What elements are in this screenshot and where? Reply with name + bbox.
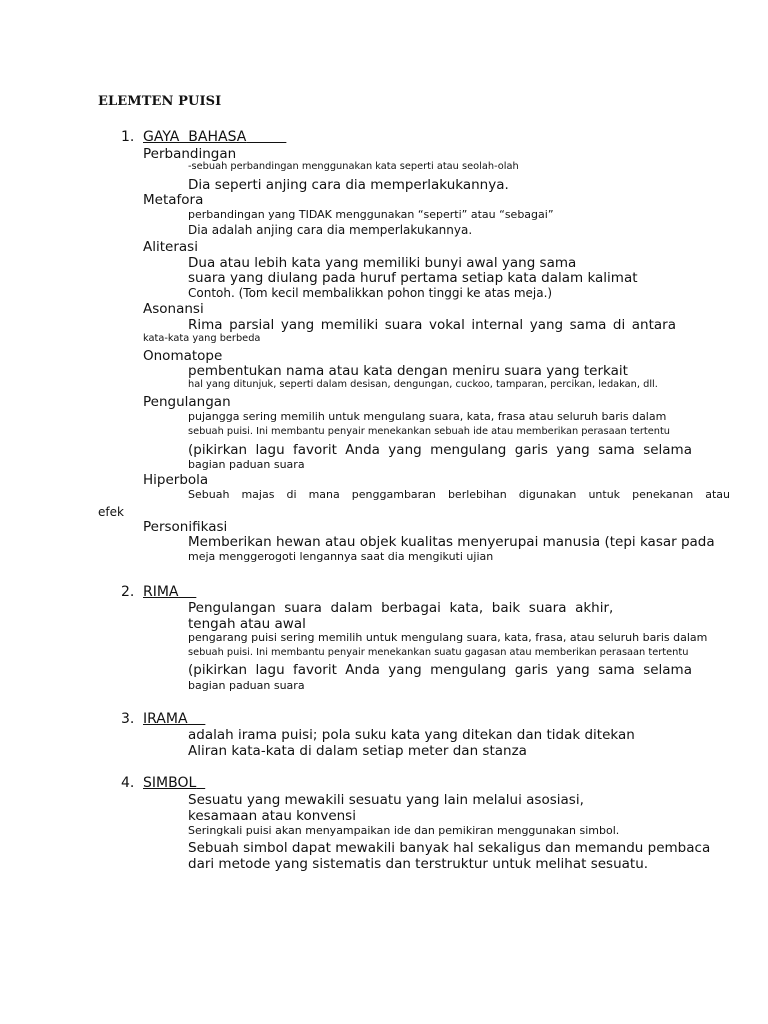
section-title: IRAMA <box>143 711 188 727</box>
section-heading-simbol <box>121 775 205 791</box>
definition-line: (pikirkan lagu favorit Anda yang mengulang garis yang sama selama <box>188 662 692 678</box>
section-number: 4. <box>121 775 135 791</box>
section-heading-irama <box>121 711 205 727</box>
definition-line: efek <box>98 505 124 519</box>
definition-line: Pengulangan suara dalam berbagai kata, baik suara akhir, <box>188 600 614 616</box>
definition-line: Memberikan hewan atau objek kualitas menyerupai manusia (tepi kasar pada <box>188 534 715 550</box>
example-line: Contoh. (Tom kecil membalikkan pohon tinggi ke atas meja.) <box>188 286 553 300</box>
section-number: 2. <box>121 584 135 600</box>
term-perbandingan: Perbandingan <box>143 146 237 162</box>
section-number: 3. <box>121 711 135 727</box>
term-asonansi: Asonansi <box>143 301 204 317</box>
definition-line: bagian paduan suara <box>188 679 305 692</box>
term-onomatope: Onomatope <box>143 348 223 364</box>
definition-line: sebuah puisi. Ini membantu penyair menekankan suatu gagasan atau memberikan perasaan tertentu <box>188 647 689 658</box>
example-line: Dia adalah anjing cara dia memperlakukannya. <box>188 223 473 237</box>
definition-line: -sebuah perbandingan menggunakan kata seperti atau seolah-olah <box>188 161 519 172</box>
definition-line: Rima parsial yang memiliki suara vokal internal yang sama di antara <box>188 317 676 333</box>
term-hiperbola: Hiperbola <box>143 472 209 488</box>
term-personifikasi: Personifikasi <box>143 519 228 535</box>
definition-line: Aliran kata-kata di dalam setiap meter dan stanza <box>188 743 527 759</box>
definition-line: Sebuah simbol dapat mewakili banyak hal sekaligus dan memandu pembaca <box>188 840 711 856</box>
definition-line: pembentukan nama atau kata dengan meniru suara yang terkait <box>188 363 628 379</box>
section-title: SIMBOL <box>143 775 197 791</box>
definition-line: kesamaan atau konvensi <box>188 808 356 824</box>
definition-line: pengarang puisi sering memilih untuk mengulang suara, kata, frasa, atau seluruh baris dalam <box>188 631 708 644</box>
definition-line: (pikirkan lagu favorit Anda yang mengulang garis yang sama selama <box>188 442 692 458</box>
definition-line: suara yang diulang pada huruf pertama setiap kata dalam kalimat <box>188 270 638 286</box>
section-number: 1. <box>121 129 135 145</box>
example-line: Dia seperti anjing cara dia memperlakukannya. <box>188 177 509 193</box>
term-pengulangan: Pengulangan <box>143 394 231 410</box>
definition-line: meja menggerogoti lengannya saat dia mengikuti ujian <box>188 550 494 563</box>
term-metafora: Metafora <box>143 192 204 208</box>
definition-line: Seringkali puisi akan menyampaikan ide dan pemikiran menggunakan simbol. <box>188 824 620 837</box>
definition-line: dari metode yang sistematis dan terstruktur untuk melihat sesuatu. <box>188 856 649 872</box>
section-title: RIMA <box>143 584 179 600</box>
definition-line: hal yang ditunjuk, seperti dalam desisan, dengungan, cuckoo, tamparan, percikan, ledakan, dll. <box>188 379 658 390</box>
definition-line: perbandingan yang TIDAK menggunakan “seperti” atau “sebagai” <box>188 208 554 221</box>
definition-line: Sebuah majas di mana penggambaran berlebihan digunakan untuk penekanan atau <box>188 488 730 501</box>
section-heading-rima <box>121 584 196 600</box>
definition-line: sebuah puisi. Ini membantu penyair menekankan sebuah ide atau memberikan perasaan tertentu <box>188 426 671 437</box>
definition-line: tengah atau awal <box>188 616 306 632</box>
term-aliterasi: Aliterasi <box>143 239 198 255</box>
definition-line: bagian paduan suara <box>188 458 305 471</box>
document-title: ELEMTEN PUISI <box>98 94 222 109</box>
definition-line: Sesuatu yang mewakili sesuatu yang lain melalui asosiasi, <box>188 792 584 808</box>
definition-line: kata-kata yang berbeda <box>143 333 261 344</box>
definition-line: pujangga sering memilih untuk mengulang suara, kata, frasa atau seluruh baris dalam <box>188 410 667 423</box>
definition-line: adalah irama puisi; pola suku kata yang ditekan dan tidak ditekan <box>188 727 635 743</box>
section-title: GAYA BAHASA <box>143 129 247 145</box>
definition-line: Dua atau lebih kata yang memiliki bunyi awal yang sama <box>188 255 577 271</box>
section-heading-gaya-bahasa <box>121 129 286 145</box>
